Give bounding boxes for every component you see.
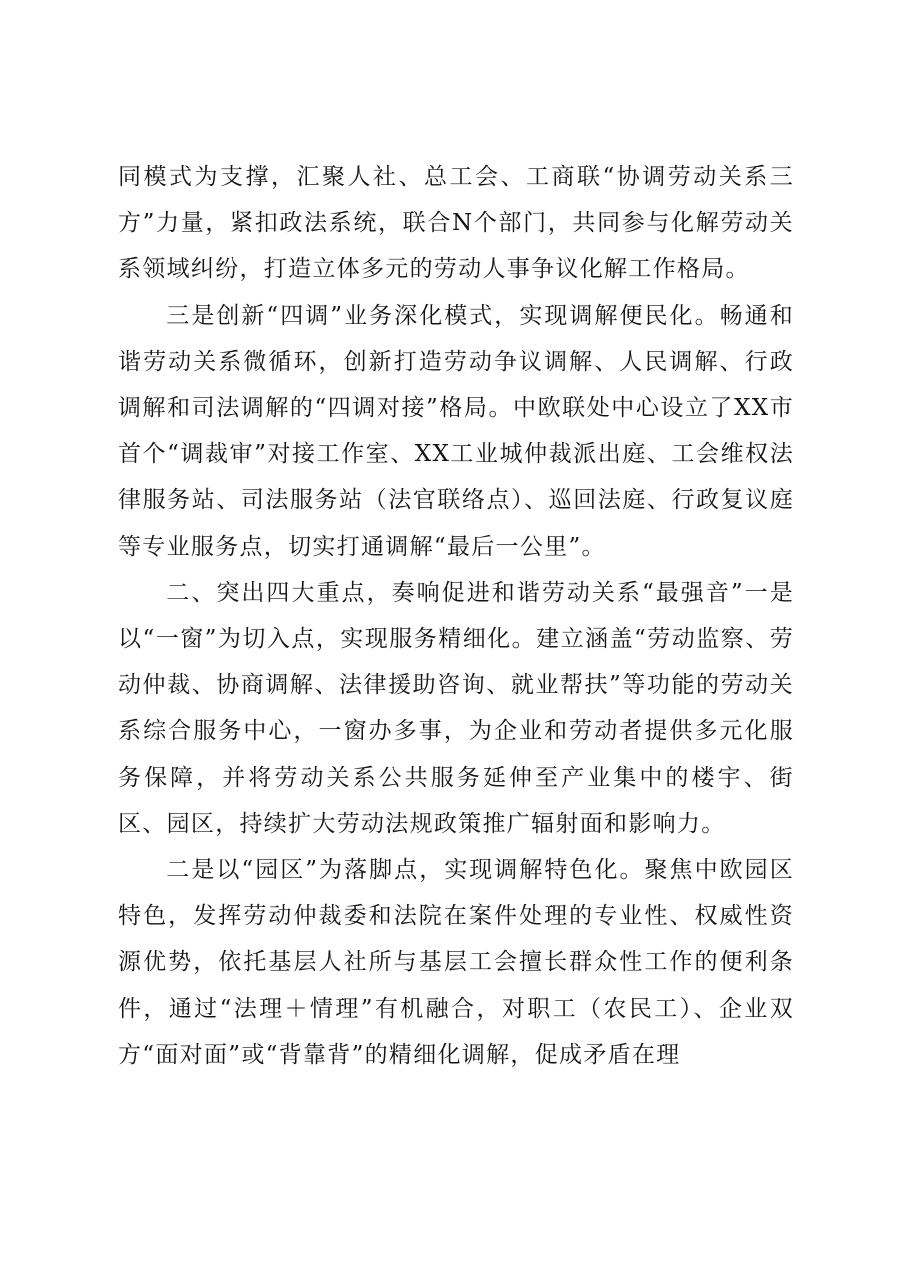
document-body <box>118 154 794 1078</box>
paragraph: 二、突出四大重点，奏响促进和谐劳动关系“最强音”一是以“一窗”为切入点，实现服务精细化。建立涵盖“劳动监察、劳动仲裁、协商调解、法律援助咨询、就业帮扶”等功能的劳动关系综合服务中心，一窗办多事，为企业和劳动者提供多元化服务保障，并将劳动关系公共服务延伸至产业集中的楼宇、街区、园区，持续扩大劳动法规政策推广辐射面和影响力。 <box>118 579 794 837</box>
paragraph: 同模式为支撑，汇聚人社、总工会、工商联“协调劳动关系三方”力量，紧扣政法系统，联合N个部门，共同参与化解劳动关系领域纠纷，打造立体多元的劳动人事争议化解工作格局。 <box>118 164 794 283</box>
paragraph: 二是以“园区”为落脚点，实现调解特色化。聚焦中欧园区特色，发挥劳动仲裁委和法院在案件处理的专业性、权威性资源优势，依托基层人社所与基层工会擅长群众性工作的便利条件，通过“法理＋情理”有机融合，对职工（农民工）、企业双方“面对面”或“背靠背”的精细化调解，促成矛盾在理 <box>118 857 794 1068</box>
paragraph: 三是创新“四调”业务深化模式，实现调解便民化。畅通和谐劳动关系微循环，创新打造劳动争议调解、人民调解、行政调解和司法调解的“四调对接”格局。中欧联处中心设立了XX市首个“调裁审”对接工作室、XX工业城仲裁派出庭、工会维权法律服务站、司法服务站（法官联络点）、巡回法庭、行政复议庭等专业服务点，切实打通调解“最后一公里”。 <box>118 302 794 560</box>
